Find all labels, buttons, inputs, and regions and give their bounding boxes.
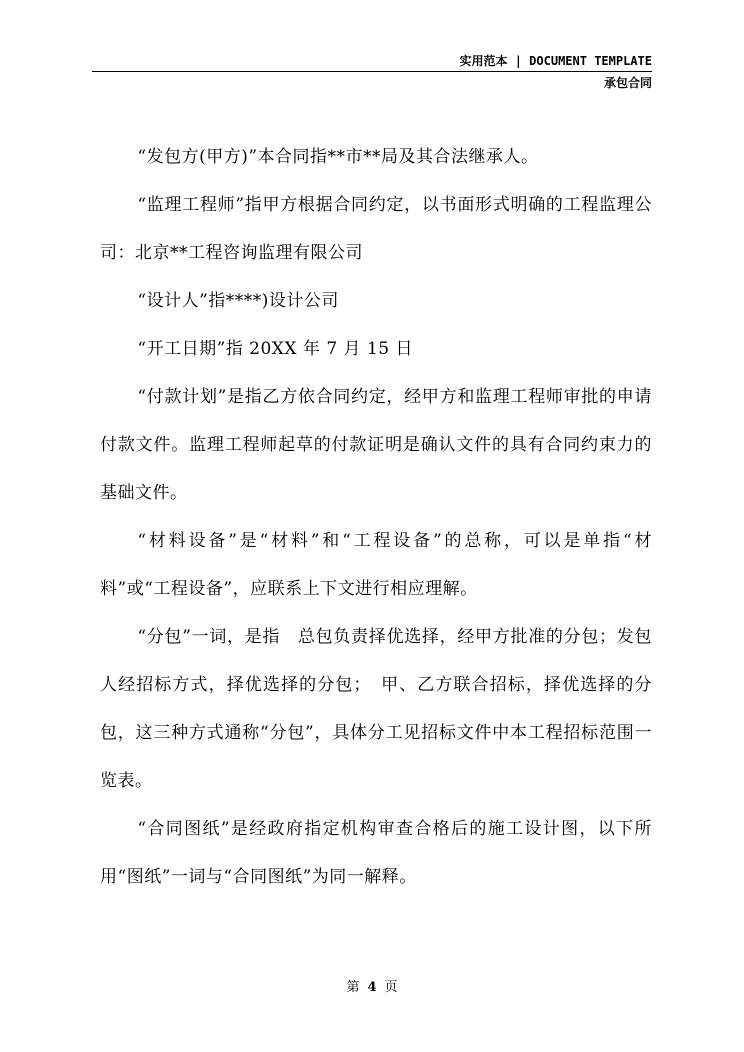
footer-suffix: 页 [384,980,398,995]
paragraph-subcontract: “分包”一词，是指 总包负责择优选择，经甲方批准的分包；发包人经招标方式，择优选择的分包； 甲、乙方联合招标，择优选择的分包，这三种方式通称“分包”，具体分工见招标文件中本工程招标范围一览表。 [100,627,652,791]
paragraph-supervising-engineer: “监理工程师”指甲方根据合同约定，以书面形式明确的工程监理公司：北京**工程咨询监理有限公司 [100,195,652,263]
footer-prefix: 第 [346,980,360,995]
paragraph-contract-drawings: “合同图纸”是经政府指定机构审查合格后的施工设计图，以下所用“图纸”一词与“合同图纸”为同一解释。 [100,819,652,887]
paragraph-payment-plan: “付款计划”是指乙方依合同约定，经甲方和监理工程师审批的申请付款文件。监理工程师起草的付款证明是确认文件的具有合同约束力的基础文件。 [100,387,652,503]
document-body [100,133,652,901]
header-title: 实用范本 | DOCUMENT TEMPLATE [459,54,652,68]
page-footer [0,976,744,995]
header-divider [92,71,652,72]
paragraph-designer: “设计人”指****)设计公司 [137,291,339,311]
paragraph-employer-definition: “发包方(甲方)”本合同指**市**局及其合法继承人。 [137,147,539,167]
paragraph-commencement-date: “开工日期”指 20XX 年 7 月 15 日 [137,339,413,359]
page-number: 4 [367,980,377,995]
paragraph-materials-equipment: “材料设备”是“材料”和“工程设备”的总称，可以是单指“材料”或“工程设备”，应联系上下文进行相应理解。 [100,531,652,599]
header-subtitle: 承包合同 [603,76,652,90]
